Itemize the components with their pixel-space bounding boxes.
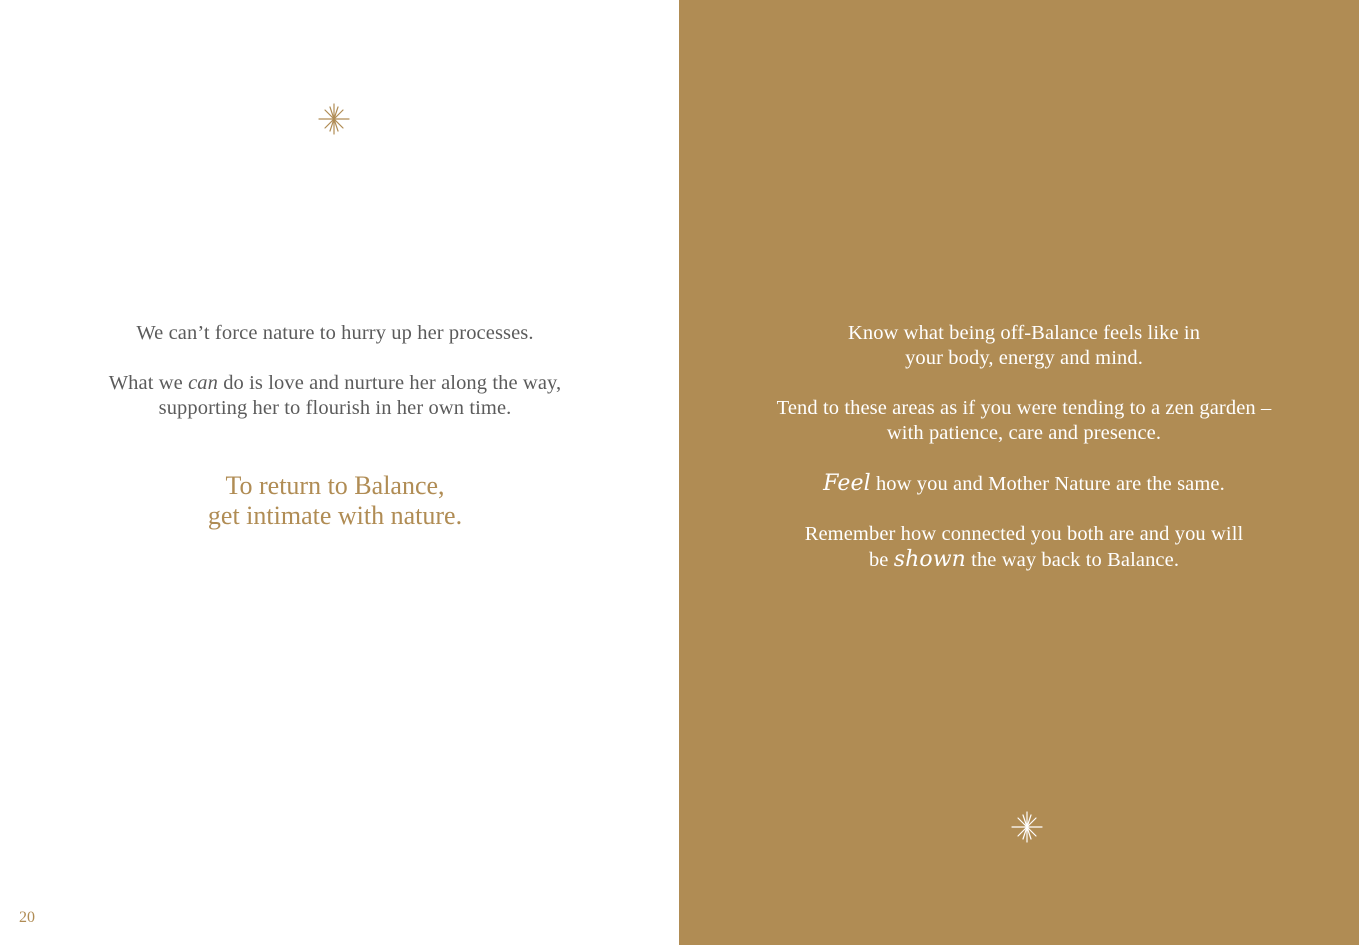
right-p2-line-2: with patience, care and presence. — [886, 422, 1162, 444]
right-p1-line-1: Know what being off-Balance feels like in — [847, 322, 1201, 344]
right-p3-script-word: Feel — [823, 471, 871, 496]
left-paragraph-2 — [40, 371, 630, 421]
left-p1-line: We can’t force nature to hurry up her processes. — [136, 322, 534, 344]
right-paragraph-3 — [719, 471, 1329, 497]
page-number: 20 — [19, 909, 35, 926]
left-p2-line-2: supporting her to flourish in her own time. — [158, 397, 512, 419]
right-body-text — [719, 321, 1329, 598]
right-p2-line-1: Tend to these areas as if you were tending to a zen garden – — [776, 397, 1272, 419]
right-p4-line-1: Remember how connected you both are and you will — [804, 523, 1244, 545]
right-paragraph-1 — [719, 321, 1329, 371]
right-p4-text-b: the way back to Balance. — [965, 549, 1180, 571]
right-p4-script-word: shown — [893, 547, 966, 572]
left-p2-text-a: What we — [108, 372, 189, 394]
right-p1-line-2: your body, energy and mind. — [905, 347, 1143, 369]
right-p4-text-a: be — [868, 549, 894, 571]
callout-line-2: get intimate with nature. — [207, 501, 463, 530]
right-p4-line-2 — [719, 547, 1329, 573]
eight-point-star-icon — [318, 103, 350, 135]
right-paragraph-2 — [719, 396, 1329, 446]
right-p3-rest: how you and Mother Nature are the same. — [870, 473, 1225, 495]
left-body-text — [40, 321, 630, 446]
right-p3-line — [719, 471, 1329, 497]
eight-point-star-icon — [1011, 811, 1043, 843]
callout-line-1: To return to Balance, — [225, 471, 445, 500]
left-callout — [40, 471, 630, 531]
left-p2-text-b: do is love and nurture her along the way, — [217, 372, 562, 394]
left-paragraph-1 — [40, 321, 630, 346]
right-paragraph-4 — [719, 522, 1329, 573]
left-p2-line-1 — [40, 371, 630, 396]
left-p2-emphasis: can — [188, 372, 218, 394]
